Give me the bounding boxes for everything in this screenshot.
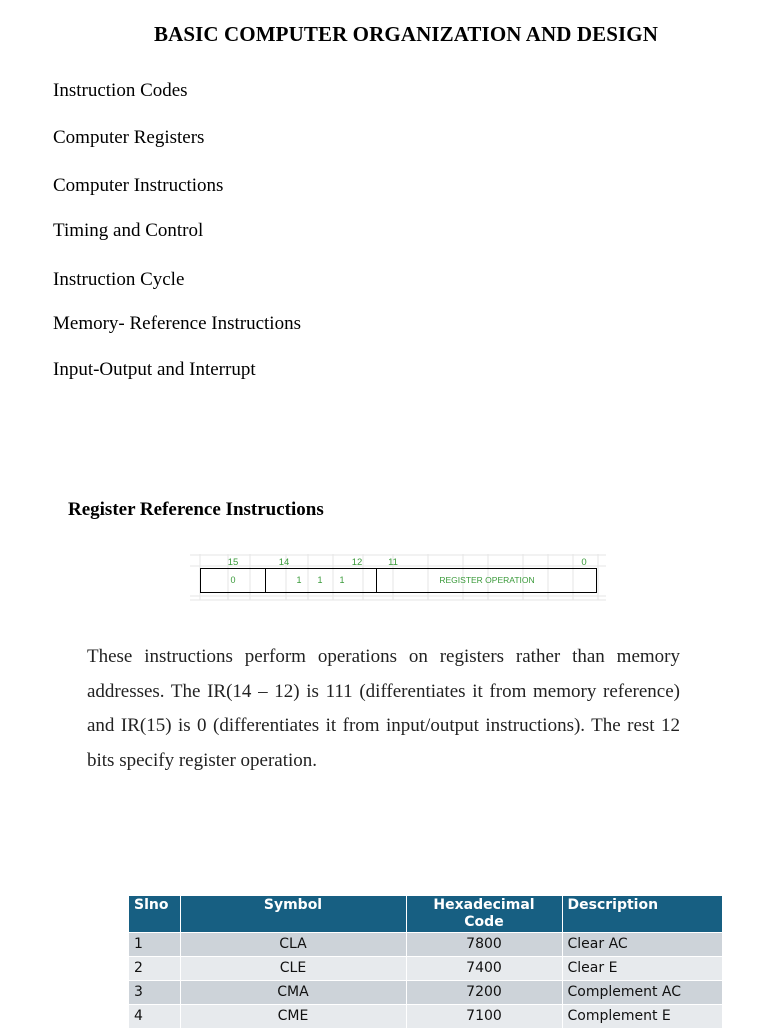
cell-slno: 1 [129, 933, 180, 957]
cell-hex-code: 7100 [406, 1005, 562, 1028]
instruction-format-diagram [188, 552, 608, 602]
bit-label-11: 11 [388, 557, 398, 568]
cell-symbol: CMA [180, 981, 406, 1005]
table-header-row [129, 896, 722, 933]
toc-item: Timing and Control [53, 220, 203, 242]
toc-item: Computer Instructions [53, 175, 223, 197]
section-heading: Register Reference Instructions [68, 499, 324, 521]
description-paragraph: These instructions perform operations on registers rather than memory addresses. The IR(14 – 12) is 111 (differentiates it from memory reference) and IR(15) is 0 (differentiates it from input/output instructions). The rest 12 bits specify register operation. [87, 640, 680, 779]
cell-hex-code: 7800 [406, 933, 562, 957]
header-symbol: Symbol [180, 896, 406, 933]
page-title: BASIC COMPUTER ORGANIZATION AND DESIGN [0, 22, 768, 47]
field-bit15: 0 [230, 575, 235, 585]
toc-item: Input-Output and Interrupt [53, 359, 256, 381]
bit-label-0: 0 [581, 557, 586, 568]
toc-item: Computer Registers [53, 127, 204, 149]
cell-hex-code: 7200 [406, 981, 562, 1005]
instruction-register-outline [201, 569, 597, 593]
cell-symbol: CLA [180, 933, 406, 957]
field-bit13: 1 [317, 575, 322, 585]
header-slno: Slno [129, 896, 180, 933]
table-row [129, 957, 722, 981]
cell-slno: 2 [129, 957, 180, 981]
diagram-grid [190, 554, 606, 600]
bit-label-15: 15 [228, 557, 239, 568]
cell-description: Clear AC [562, 933, 722, 957]
table-row [129, 1005, 722, 1028]
header-description: Description [562, 896, 722, 933]
table-row [129, 981, 722, 1005]
table-row [129, 933, 722, 957]
field-register-operation: REGISTER OPERATION [439, 575, 534, 585]
toc-item: Memory- Reference Instructions [53, 313, 301, 335]
register-reference-table [129, 896, 722, 1028]
field-bit14: 1 [296, 575, 301, 585]
cell-description: Complement AC [562, 981, 722, 1005]
field-bit12: 1 [339, 575, 344, 585]
toc-item: Instruction Cycle [53, 269, 184, 291]
toc-item: Instruction Codes [53, 80, 188, 102]
cell-slno: 4 [129, 1005, 180, 1028]
cell-slno: 3 [129, 981, 180, 1005]
bit-label-12: 12 [352, 557, 363, 568]
header-hex-code: Hexadecimal Code [406, 896, 562, 933]
cell-description: Complement E [562, 1005, 722, 1028]
bit-label-14: 14 [279, 557, 290, 568]
cell-hex-code: 7400 [406, 957, 562, 981]
cell-symbol: CLE [180, 957, 406, 981]
cell-symbol: CME [180, 1005, 406, 1028]
cell-description: Clear E [562, 957, 722, 981]
